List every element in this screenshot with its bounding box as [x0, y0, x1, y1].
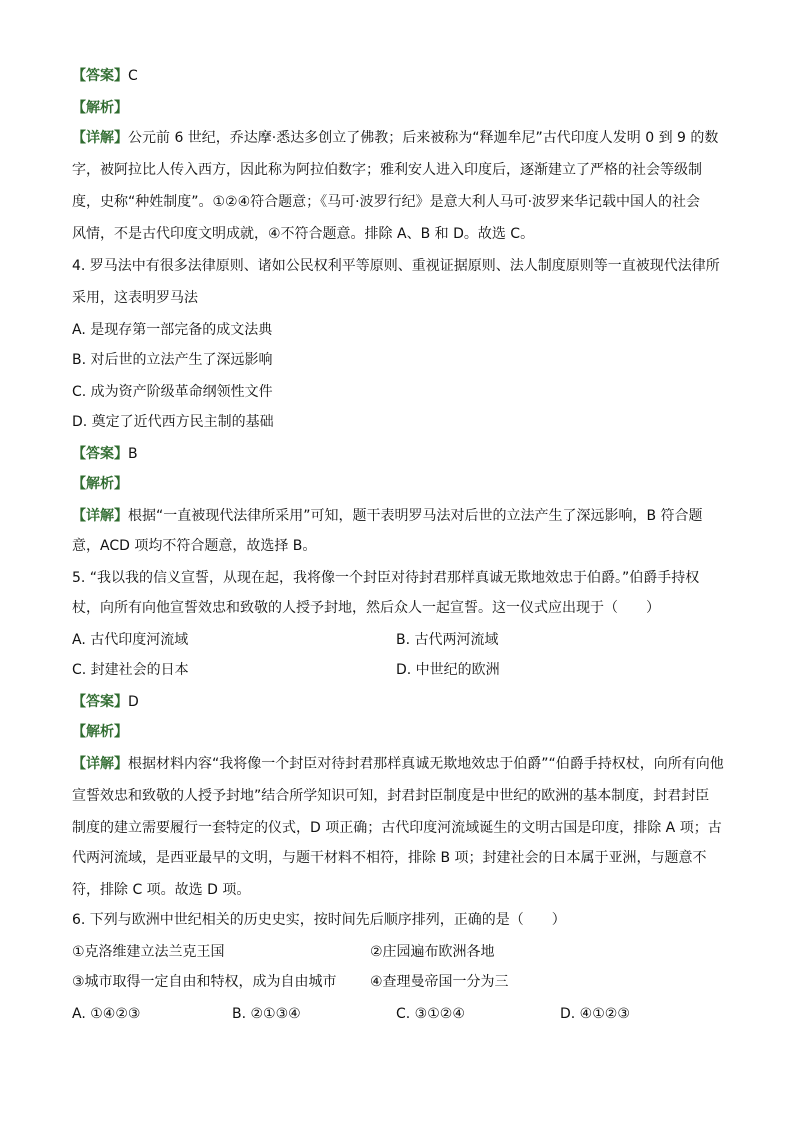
detail-tag: 详解: [86, 508, 114, 524]
option-c: C. 成为资产阶级革命纲领性文件: [72, 384, 273, 400]
option-b: B. 古代两河流域: [396, 632, 499, 648]
list-item: ③城市取得一定自由和特权，成为自由城市: [72, 974, 337, 990]
option-a: A. ①④②③: [72, 1006, 141, 1022]
option-d: D. 奠定了近代西方民主制的基础: [72, 414, 274, 430]
option-c: C. 封建社会的日本: [72, 662, 189, 678]
detail-text: 根据“一直被现代法律所采用”可知，题干表明罗马法对后世的立法产生了深远影响，B 符合题: [128, 508, 703, 524]
answer-value: D: [128, 694, 139, 710]
analysis-heading: 【解析】: [72, 100, 128, 116]
question-stem: 杖，向所有向他宣誓效忠和致敬的人授予封地，然后众人一起宣誓。这一仪式应出现于（ ）: [72, 600, 660, 616]
analysis-tag: 解析: [86, 100, 114, 116]
option-d: D. ④①②③: [560, 1006, 630, 1022]
answer-tag: 答案: [86, 68, 114, 84]
detail-text: 公元前 6 世纪，乔达摩·悉达多创立了佛教；后来被称为“释迦牟尼”古代印度人发明 0 到 9 的数: [128, 130, 719, 146]
option-d: D. 中世纪的欧洲: [396, 662, 500, 678]
answer-tag: 答案: [86, 694, 114, 710]
answer-line: 【答案】D: [72, 694, 139, 710]
detail-text: 字，被阿拉比人传入西方，因此称为阿拉伯数字；雅利安人进入印度后，逐渐建立了严格的社会等级制: [72, 162, 702, 178]
question-stem: 6. 下列与欧洲中世纪相关的历史史实，按时间先后顺序排列，正确的是（ ）: [72, 912, 566, 928]
analysis-tag: 解析: [86, 476, 114, 492]
detail-text: 风情，不是古代印度文明成就，④不符合题意。排除 A、B 和 D。故选 C。: [72, 226, 535, 242]
option-b: B. 对后世的立法产生了深远影响: [72, 352, 273, 368]
analysis-tag: 解析: [86, 724, 114, 740]
detail-tag: 详解: [86, 130, 114, 146]
option-b: B. ②①③④: [232, 1006, 301, 1022]
answer-value: C: [128, 68, 138, 84]
detail-text: 制度的建立需要履行一套特定的仪式，D 项正确；古代印度河流域诞生的文明古国是印度，排除 A 项；古: [72, 820, 722, 836]
question-stem: 4. 罗马法中有很多法律原则、诸如公民权利平等原则、重视证据原则、法人制度原则等一直被现代法律所: [72, 258, 720, 274]
answer-tag: 答案: [86, 446, 114, 462]
detail-line: 【详解】根据“一直被现代法律所采用”可知，题干表明罗马法对后世的立法产生了深远影响，B 符合题: [72, 508, 703, 524]
list-item: ④查理曼帝国一分为三: [370, 974, 509, 990]
detail-line: 【详解】公元前 6 世纪，乔达摩·悉达多创立了佛教；后来被称为“释迦牟尼”古代印度人发明 0 到 9 的数: [72, 130, 719, 146]
question-stem: 采用，这表明罗马法: [72, 290, 198, 306]
list-item: ②庄园遍布欧洲各地: [370, 944, 495, 960]
analysis-heading: 【解析】: [72, 476, 128, 492]
option-a: A. 古代印度河流域: [72, 632, 189, 648]
detail-text: 符，排除 C 项。故选 D 项。: [72, 882, 251, 898]
option-a: A. 是现存第一部完备的成文法典: [72, 322, 273, 338]
answer-value: B: [128, 446, 138, 462]
detail-text: 根据材料内容“我将像一个封臣对待封君那样真诚无欺地效忠于伯爵”“伯爵手持权杖，向所有向他: [128, 756, 724, 772]
detail-text: 代两河流域，是西亚最早的文明，与题干材料不相符，排除 B 项；封建社会的日本属于亚洲，与题意不: [72, 850, 707, 866]
detail-text: 意，ACD 项均不符合题意，故选择 B。: [72, 538, 317, 554]
answer-line: 【答案】C: [72, 68, 138, 84]
answer-line: 【答案】B: [72, 446, 138, 462]
question-stem: 5. “我以我的信义宣誓，从现在起，我将像一个封臣对待封君那样真诚无欺地效忠于伯爵。”伯爵手持权: [72, 570, 700, 586]
list-item: ①克洛维建立法兰克王国: [72, 944, 225, 960]
option-c: C. ③①②④: [396, 1006, 465, 1022]
detail-text: 宣誓效忠和致敬的人授予封地”结合所学知识可知，封君封臣制度是中世纪的欧洲的基本制度，封君封臣: [72, 788, 710, 804]
analysis-heading: 【解析】: [72, 724, 128, 740]
detail-line: 【详解】根据材料内容“我将像一个封臣对待封君那样真诚无欺地效忠于伯爵”“伯爵手持权杖，向所有向他: [72, 756, 724, 772]
detail-text: 度，史称“种姓制度”。①②④符合题意；《马可·波罗行纪》是意大利人马可·波罗来华记载中国人的社会: [72, 194, 701, 210]
detail-tag: 详解: [86, 756, 114, 772]
